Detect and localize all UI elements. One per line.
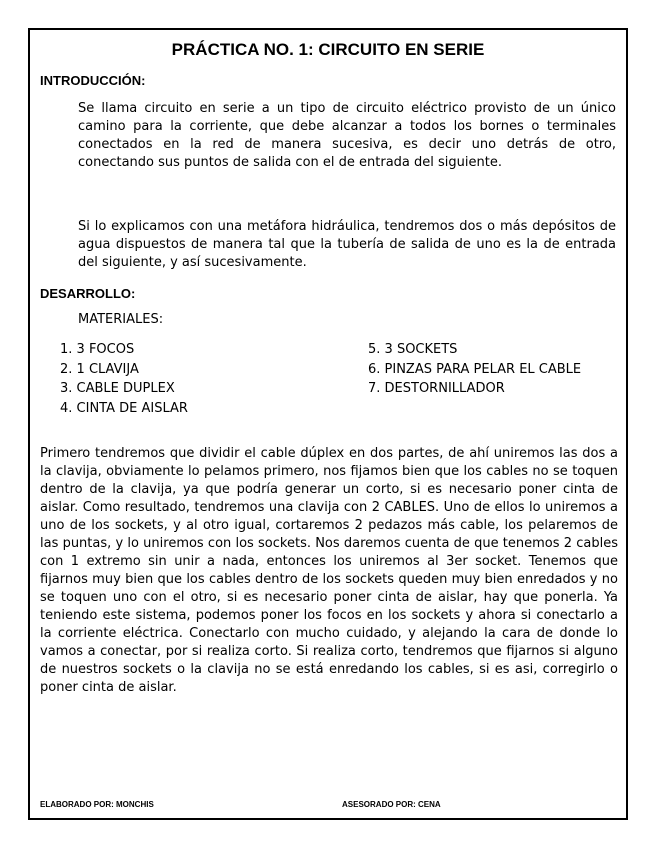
list-item: 5. 3 SOCKETS — [368, 342, 458, 357]
procedure-paragraph: Primero tendremos que dividir el cable dúplex en dos partes, de ahí uniremos las dos a la clavija, obviamente lo pelamos primero, nos fijamos bien que los cables no se toquen dentro de la clavija, ya que podría generar un corto, si es necesario poner cinta de aislar. Como resultado, tendremos una clavija con 2 CABLES. Uno de ellos lo uniremos a uno de los sockets, y al otro igual, cortaremos 2 pedazos más cable, los pelaremos de las puntas, y lo uniremos con los sockets. Nos daremos cuenta de que tenemos 2 cables con 1 extremo sin unir a nada, entonces los uniremos al 3er socket. Tenemos que fijarnos muy bien que los cables dentro de los sockets queden muy bien enredados y no se toquen uno con el otro, si es necesario poner cinta de aislar, hay que ponerla. Ya teniendo este sistema, podemos poner los focos en los sockets y ahora si conectarlo a la corriente eléctrica. Conectarlo con mucho cuidado, y alejando la cara de donde lo vamos a conectar, por si realiza corto. Si realiza corto, tendremos que fijarnos si alguno de nuestros sockets o la clavija no se está enredando los cables, si es asi, corregirlo o poner cinta de aislar. — [40, 446, 618, 695]
desarrollo-heading: DESARROLLO: — [40, 286, 136, 301]
document-page — [28, 28, 628, 820]
intro-paragraph-1: Se llama circuito en serie a un tipo de circuito eléctrico provisto de un único camino para la corriente, que debe alcanzar a todos los bornes o terminales conectados en la red de manera sucesiva, es decir uno detrás de otro, conectando sus puntos de salida con el de entrada del siguiente. — [78, 101, 616, 170]
list-item: 6. PINZAS PARA PELAR EL CABLE — [368, 361, 582, 377]
list-item: 7. DESTORNILLADOR — [368, 381, 505, 396]
intro-heading: INTRODUCCIÓN: — [40, 73, 146, 88]
materials-list-right — [368, 340, 581, 399]
list-item: 2. 1 CLAVIJA — [60, 361, 139, 377]
list-item: 4. CINTA DE AISLAR — [60, 400, 188, 416]
footer-asesorado: ASESORADO POR: CENA — [342, 800, 441, 809]
list-item: 1. 3 FOCOS — [60, 342, 135, 357]
footer-elaborado: ELABORADO POR: MONCHIS — [40, 800, 154, 809]
materials-list-left — [60, 340, 188, 418]
list-item: 3. CABLE DUPLEX — [60, 381, 175, 396]
page-title: PRÁCTICA NO. 1: CIRCUITO EN SERIE — [171, 40, 485, 59]
intro-paragraph-2: Si lo explicamos con una metáfora hidráulica, tendremos dos o más depósitos de agua dispuestos de manera tal que la tubería de salida de uno es la de entrada del siguiente, y así sucesivamente. — [78, 219, 616, 270]
materials-label: MATERIALES: — [78, 312, 164, 327]
